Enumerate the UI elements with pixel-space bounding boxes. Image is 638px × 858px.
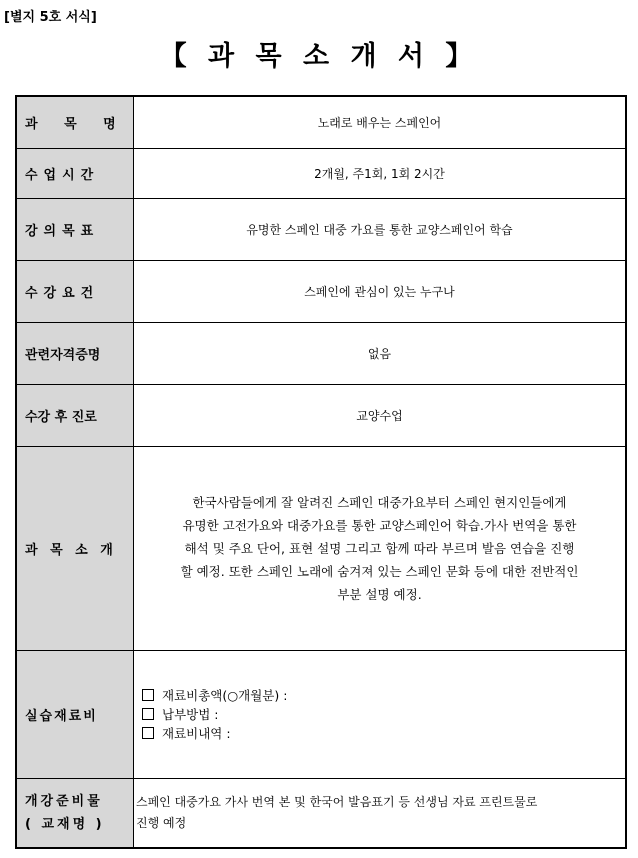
fee-payment-item xyxy=(142,705,625,724)
row-intro xyxy=(16,446,626,650)
fee-payment-label: 납부방법 : xyxy=(162,706,219,722)
label-course-name: 과 목 명 xyxy=(16,96,134,148)
fee-total-label: 재료비총액(○개월분) : xyxy=(162,687,288,703)
label-material-fee: 실습재료비 xyxy=(16,650,134,778)
label-career: 수강 후 진로 xyxy=(16,384,134,446)
preparation-line: 스페인 대중가요 가사 번역 본 및 한국어 발음표기 등 선생님 자료 프린트물로 xyxy=(136,794,538,809)
fee-detail-item xyxy=(142,724,625,743)
value-class-time: 2개월, 주1회, 1회 2시간 xyxy=(134,148,627,198)
row-class-time xyxy=(16,148,626,198)
checkbox-icon[interactable] xyxy=(142,708,154,720)
label-goal: 강의목표 xyxy=(16,198,134,260)
label-preparation-line2: ( 교재명 ) xyxy=(25,816,105,832)
label-intro: 과 목 소 개 xyxy=(16,446,134,650)
value-certificate: 없음 xyxy=(134,322,627,384)
intro-line: 해석 및 주요 단어, 표현 설명 그리고 함께 따라 부르며 발음 연습을 진행 xyxy=(184,540,575,556)
value-career: 교양수업 xyxy=(134,384,627,446)
document-title: 【 과 목 소 개 서 】 xyxy=(159,41,479,72)
checkbox-icon[interactable] xyxy=(142,727,154,739)
row-career xyxy=(16,384,626,446)
intro-line: 한국사람들에게 잘 알려진 스페인 대중가요부터 스페인 현지인들에게 xyxy=(192,494,567,510)
label-preparation-line1: 개강준비물 xyxy=(25,793,103,809)
label-certificate: 관련자격증명 xyxy=(16,322,134,384)
intro-line: 할 예정. 또한 스페인 노래에 숨겨져 있는 스페인 문화 등에 대한 전반적인 xyxy=(180,563,579,579)
form-number-label: [별지 5호 서식] xyxy=(4,10,97,25)
label-preparation xyxy=(16,778,134,848)
label-class-time: 수업시간 xyxy=(16,148,134,198)
intro-line: 유명한 고전가요와 대중가요를 통한 교양스페인어 학습.가사 번역을 통한 xyxy=(182,517,577,533)
intro-line: 부분 설명 예정. xyxy=(337,586,422,602)
row-requirement xyxy=(16,260,626,322)
value-course-name: 노래로 배우는 스페인어 xyxy=(134,96,627,148)
value-goal: 유명한 스페인 대중 가요를 통한 교양스페인어 학습 xyxy=(134,198,627,260)
row-material-fee xyxy=(16,650,626,778)
row-certificate xyxy=(16,322,626,384)
value-intro xyxy=(134,446,627,650)
row-preparation xyxy=(16,778,626,848)
preparation-line: 진행 예정 xyxy=(136,815,187,830)
row-course-name xyxy=(16,96,626,148)
fee-total-item xyxy=(142,686,625,705)
row-goal xyxy=(16,198,626,260)
fee-detail-label: 재료비내역 : xyxy=(162,725,231,741)
label-requirement: 수강요건 xyxy=(16,260,134,322)
value-preparation xyxy=(134,778,627,848)
course-intro-table xyxy=(15,95,627,849)
value-requirement: 스페인에 관심이 있는 누구나 xyxy=(134,260,627,322)
checkbox-icon[interactable] xyxy=(142,689,154,701)
value-material-fee xyxy=(134,650,627,778)
